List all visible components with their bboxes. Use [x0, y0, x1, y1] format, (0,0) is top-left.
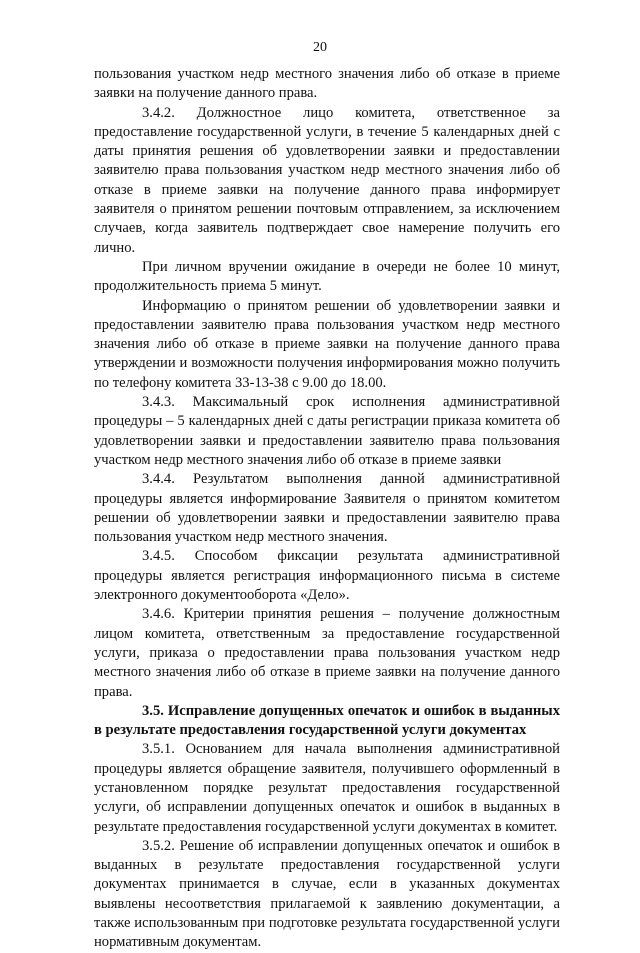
paragraph-personal-delivery: При личном вручении ожидание в очереди не более 10 минут, продолжительность приема 5 минут. [94, 258, 560, 295]
section-heading-3-5: 3.5. Исправление допущенных опечаток и ошибок в выданных в результате предоставления государственной услуги документах [94, 702, 560, 739]
document-body [94, 65, 560, 953]
paragraph-3-5-1: 3.5.1. Основанием для начала выполнения административной процедуры является обращение заявителя, получившего оформленный в установленном порядке результат предоставления государственной услуги, об исправлении допущенных опечаток и ошибок в выданных в результате предоставления государственной услуги документах в комитет. [94, 741, 560, 835]
paragraph-3-4-3: 3.4.3. Максимальный срок исполнения административной процедуры – 5 календарных дней с даты регистрации приказа комитета об удовлетворении заявки и предоставлении заявителю права пользования участком недр местного значения либо об отказе в приеме заявки [94, 394, 560, 468]
paragraph-phone-info: Информацию о принятом решении об удовлетворении заявки и предоставлении заявителю права пользования участком недр местного значения либо об отказе в приеме заявки на получение данного права утверждении и возможности получения информирования можно получить по телефону комитета 33-13-38 с 9.00 до 18.00. [94, 297, 560, 391]
paragraph-3-5-2: 3.5.2. Решение об исправлении допущенных опечаток и ошибок в выданных в результате предоставления государственной услуги документах принимается в случае, если в указанных документах выявлены несоответствия прилагаемой к заявлению документации, а также использованным при подготовке результата государственной услуги нормативным документам. [94, 837, 560, 951]
paragraph-3-4-2: 3.4.2. Должностное лицо комитета, ответственное за предоставление государственной услуги, в течение 5 календарных дней с даты принятия решения об удовлетворении заявки и предоставлении заявителю права пользования участком недр местного значения либо об отказе в приеме заявки на получение данного права информирует заявителя о принятом решении почтовым отправлением, за исключением случаев, когда заявитель подтверждает свое намерение получить его лично. [94, 104, 560, 256]
paragraph-3-4-6: 3.4.6. Критерии принятия решения – получение должностным лицом комитета, ответственным за предоставление государственной услуги, приказа о предоставлении права пользования участком недр местного значения либо об отказе в приеме заявки на получение данного права. [94, 606, 560, 700]
paragraph-continuation: пользования участком недр местного значения либо об отказе в приеме заявки на получение данного права. [94, 66, 560, 102]
paragraph-3-4-4: 3.4.4. Результатом выполнения данной административной процедуры является информирование Заявителя о принятом комитетом решении об удовлетворении заявки и предоставлении заявителю права пользования участком недр местного значения. [94, 471, 560, 546]
page-number: 20 [313, 40, 327, 55]
paragraph-3-4-5: 3.4.5. Способом фиксации результата административной процедуры является регистрация информационного письма в системе электронного документооборота «Дело». [94, 548, 560, 604]
